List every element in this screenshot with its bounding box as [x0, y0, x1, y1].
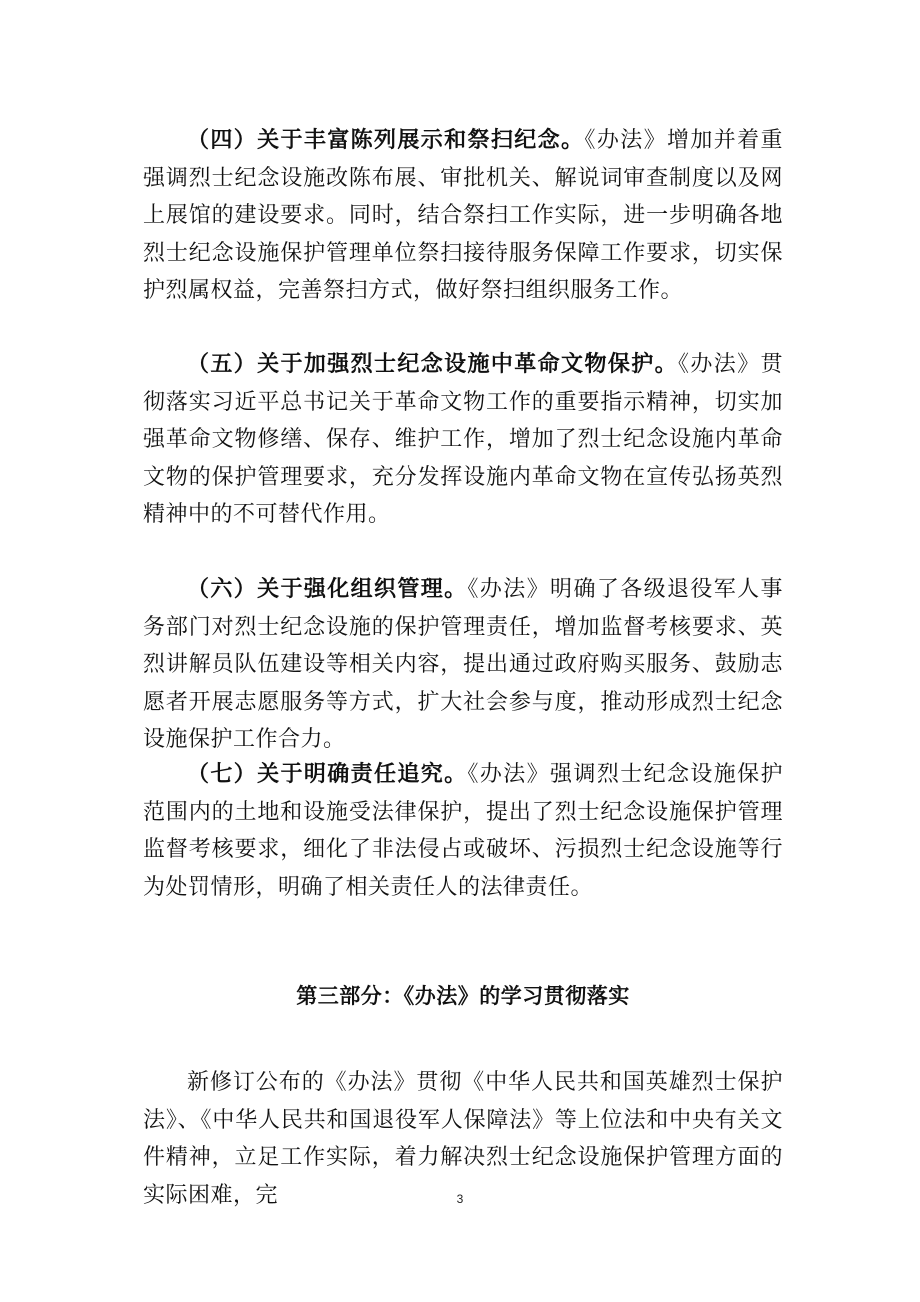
section-five-heading: （五）关于加强烈士纪念设施中革命文物保护。 — [187, 352, 678, 377]
section-seven-heading: （七）关于明确责任追究。 — [187, 762, 468, 787]
part-three-heading: 第三部分：《办法》的学习贯彻落实 — [296, 984, 630, 1008]
section-four-heading: （四）关于丰富陈列展示和祭扫纪念。 — [187, 128, 585, 153]
section-six-paragraph — [143, 571, 783, 759]
page-number: 3 — [456, 1192, 464, 1206]
section-four-paragraph — [143, 122, 783, 310]
section-six-heading: （六）关于强化组织管理。 — [187, 577, 468, 602]
section-six-body: 《办法》明确了各级退役军人事务部门对烈士纪念设施的保护管理责任，增加监督考核要求、英烈讲解员队伍建设等相关内容，提出通过政府购买服务、鼓励志愿者开展志愿服务等方式，扩大社会参与度，推动形成烈士纪念设施保护工作合力。 — [143, 577, 783, 752]
section-seven-paragraph — [143, 756, 783, 906]
section-five-body: 《办法》贯彻落实习近平总书记关于革命文物工作的重要指示精神，切实加强革命文物修缮、保存、维护工作，增加了烈士纪念设施内革命文物的保护管理要求，充分发挥设施内革命文物在宣传弘扬英烈精神中的不可替代作用。 — [143, 352, 783, 527]
section-seven-body: 《办法》强调烈士纪念设施保护范围内的土地和设施受法律保护，提出了烈士纪念设施保护管理监督考核要求，细化了非法侵占或破坏、污损烈士纪念设施等行为处罚情形，明确了相关责任人的法律责任。 — [143, 762, 783, 900]
section-five-paragraph — [143, 346, 783, 534]
section-four-body: 《办法》增加并着重强调烈士纪念设施改陈布展、审批机关、解说词审查制度以及网上展馆的建设要求。同时，结合祭扫工作实际，进一步明确各地烈士纪念设施保护管理单位祭扫接待服务保障工作要求，切实保护烈属权益，完善祭扫方式，做好祭扫组织服务工作。 — [143, 128, 783, 303]
closing-paragraph: 新修订公布的《办法》贯彻《中华人民共和国英雄烈士保护法》、《中华人民共和国退役军人保障法》等上位法和中央有关文件精神，立足工作实际，着力解决烈士纪念设施保护管理方面的实际困难，完 — [143, 1070, 783, 1208]
